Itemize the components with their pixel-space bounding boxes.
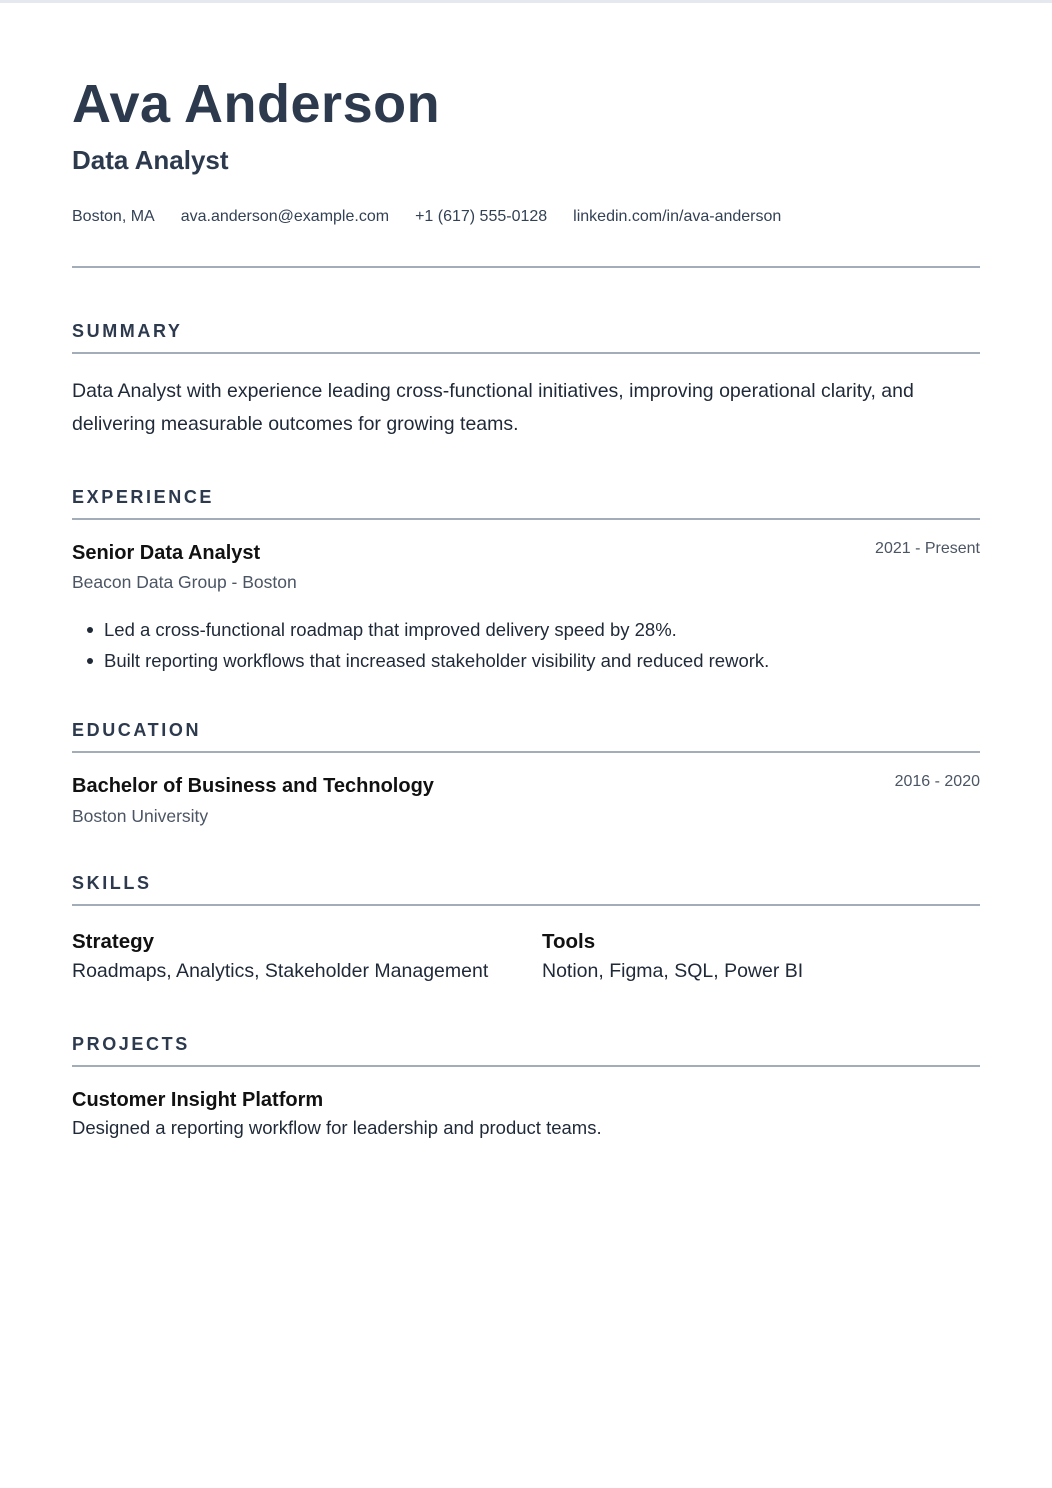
experience-divider — [72, 518, 980, 520]
bullet-text: Built reporting workflows that increased stakeholder visibility and reduced rework. — [104, 650, 770, 671]
summary-divider — [72, 352, 980, 354]
bullet-icon — [87, 658, 93, 664]
education-heading: EDUCATION — [72, 720, 202, 740]
education-dates: 2016 - 2020 — [894, 773, 980, 790]
header-divider — [72, 266, 980, 268]
project-description: Designed a reporting workflow for leadership and product teams. — [72, 1117, 602, 1138]
contact-line — [72, 207, 781, 227]
contact-location: Boston, MA — [72, 208, 155, 225]
top-border — [0, 0, 1052, 3]
projects-divider — [72, 1065, 980, 1067]
candidate-role: Data Analyst — [72, 145, 229, 175]
list-item — [72, 645, 769, 676]
skill-group-items: Notion, Figma, SQL, Power BI — [542, 960, 804, 982]
list-item — [72, 614, 769, 645]
summary-heading: SUMMARY — [72, 321, 183, 341]
summary-text: Data Analyst with experience leading cross-functional initiatives, improving operational clarity, and delivering measurable outcomes for growing teams. — [72, 380, 914, 435]
experience-heading: EXPERIENCE — [72, 487, 215, 507]
bullet-icon — [87, 627, 93, 633]
skills-heading: SKILLS — [72, 873, 152, 893]
contact-email[interactable]: ava.anderson@example.com — [180, 208, 390, 225]
skill-group-strategy — [72, 929, 488, 987]
experience-company: Beacon Data Group - Boston — [72, 572, 297, 592]
projects-heading: PROJECTS — [72, 1034, 190, 1054]
education-school: Boston University — [72, 806, 209, 826]
bullet-text: Led a cross-functional roadmap that improved delivery speed by 28%. — [104, 619, 677, 640]
skills-divider — [72, 904, 980, 906]
experience-dates: 2021 - Present — [875, 540, 980, 557]
skill-group-items: Roadmaps, Analytics, Stakeholder Management — [72, 960, 489, 982]
candidate-name: Ava Anderson — [72, 74, 441, 134]
contact-linkedin[interactable]: linkedin.com/in/ava-anderson — [573, 208, 782, 225]
experience-bullets — [72, 614, 769, 676]
education-degree: Bachelor of Business and Technology — [72, 775, 434, 797]
education-divider — [72, 751, 980, 753]
skill-group-name: Strategy — [72, 930, 155, 953]
experience-position: Senior Data Analyst — [72, 542, 261, 564]
contact-phone[interactable]: +1 (617) 555-0128 — [415, 208, 548, 225]
skill-group-name: Tools — [542, 930, 596, 953]
skill-group-tools — [542, 929, 803, 987]
project-name: Customer Insight Platform — [72, 1089, 324, 1111]
